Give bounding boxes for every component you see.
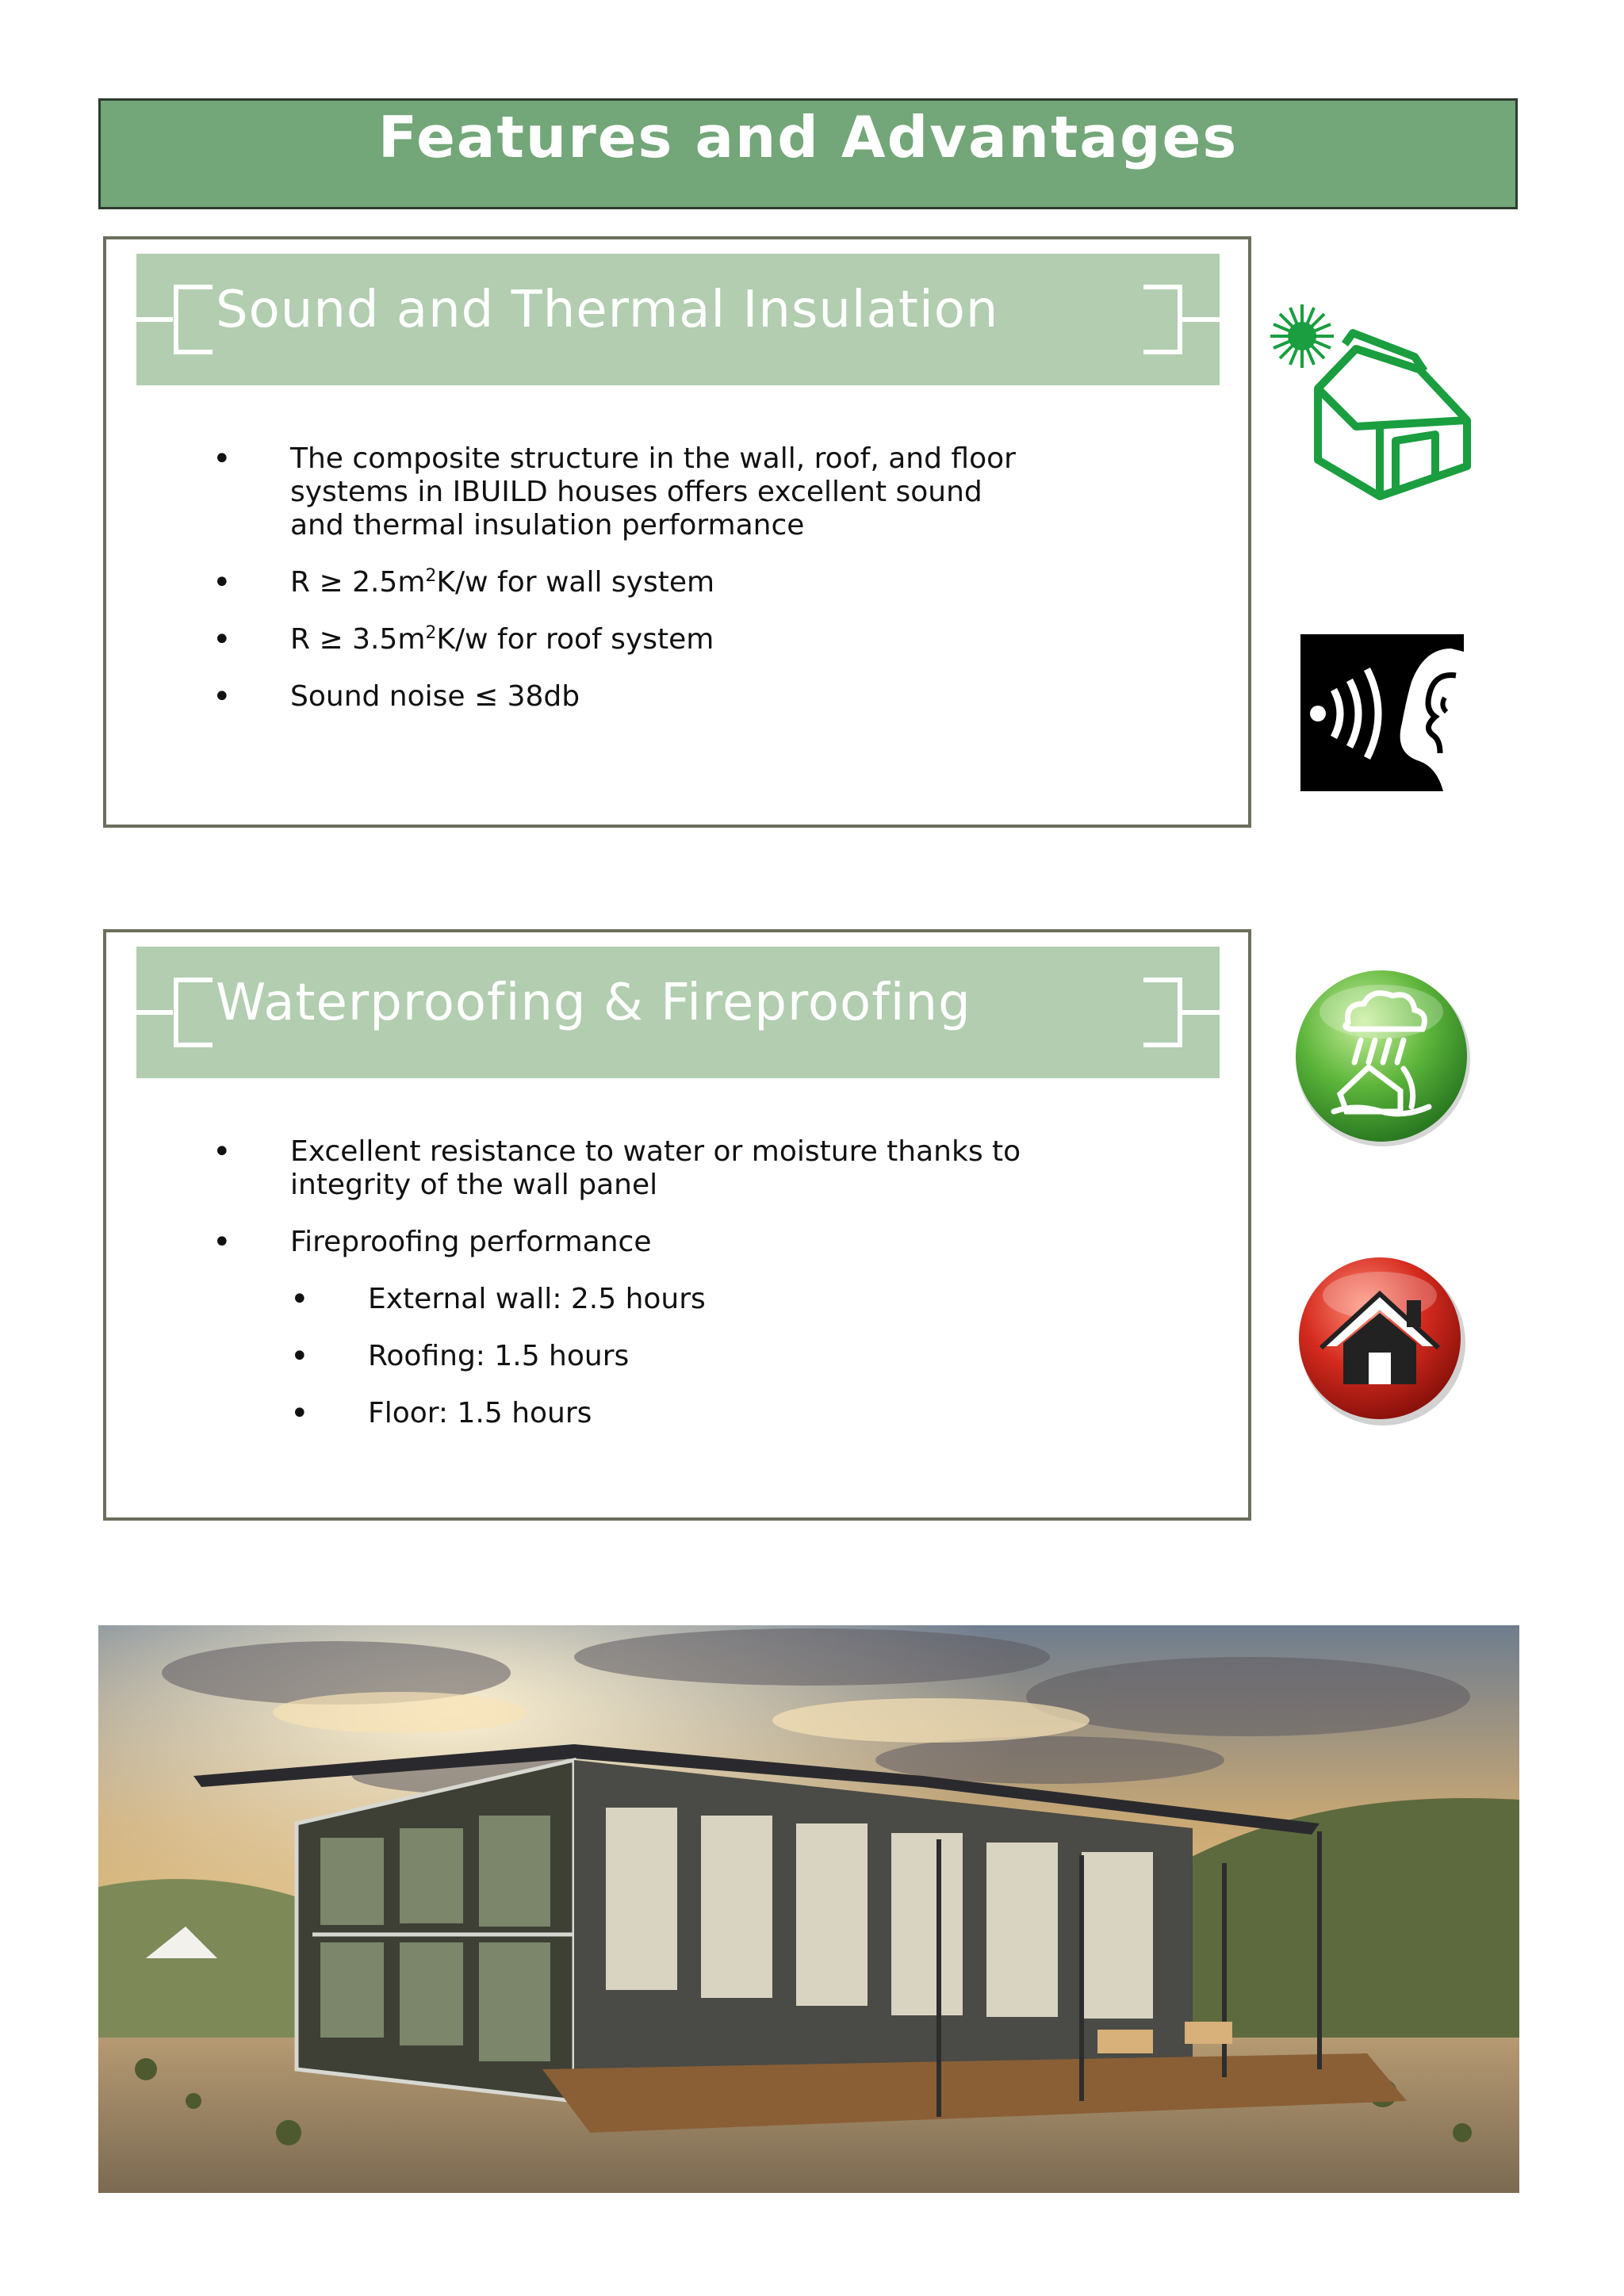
list-item: • $R \ge 2.5m^2K/w$ for wall system <box>106 566 1034 599</box>
list-item: • $R \ge 3.5m^2K/w$ for roof system <box>106 623 1034 656</box>
left-bracket-icon <box>136 284 213 355</box>
card-sound-thermal <box>103 236 1251 828</box>
title-banner <box>98 98 1518 209</box>
section-heading: Waterproofing & Fireproofing <box>216 974 971 1032</box>
home-button-icon <box>1296 1254 1467 1425</box>
card-water-fire <box>103 929 1251 1521</box>
sound-ear-icon <box>1300 634 1464 791</box>
list-item: • Roofing: 1.5 hours <box>106 1340 1034 1373</box>
card-header-sound-thermal <box>136 254 1220 385</box>
right-bracket-icon <box>1143 977 1220 1048</box>
house-photo <box>98 1625 1519 2193</box>
bullet-list <box>106 442 1248 737</box>
bullet-list <box>106 1135 1248 1454</box>
list-item: • Excellent resistance to water or moisture thanks to integrity of the wall panel <box>106 1135 1034 1202</box>
sun-house-icon <box>1269 301 1475 507</box>
card-header-water-fire <box>136 947 1220 1078</box>
rain-house-icon <box>1293 967 1473 1148</box>
list-item: • Fireproofing performance <box>106 1226 1034 1259</box>
section-heading: Sound and Thermal Insulation <box>216 281 999 339</box>
list-item: • Sound noise ≤ 38db <box>106 680 1034 714</box>
list-item: • Floor: 1.5 hours <box>106 1397 1034 1430</box>
left-bracket-icon <box>136 977 213 1048</box>
right-bracket-icon <box>1143 284 1220 355</box>
list-item: • The composite structure in the wall, roof, and floor systems in IBUILD houses offers excellent sound and thermal insulation performance <box>106 442 1034 542</box>
page-title: Features and Advantages <box>377 104 1239 170</box>
list-item: • External wall: 2.5 hours <box>106 1283 1034 1316</box>
